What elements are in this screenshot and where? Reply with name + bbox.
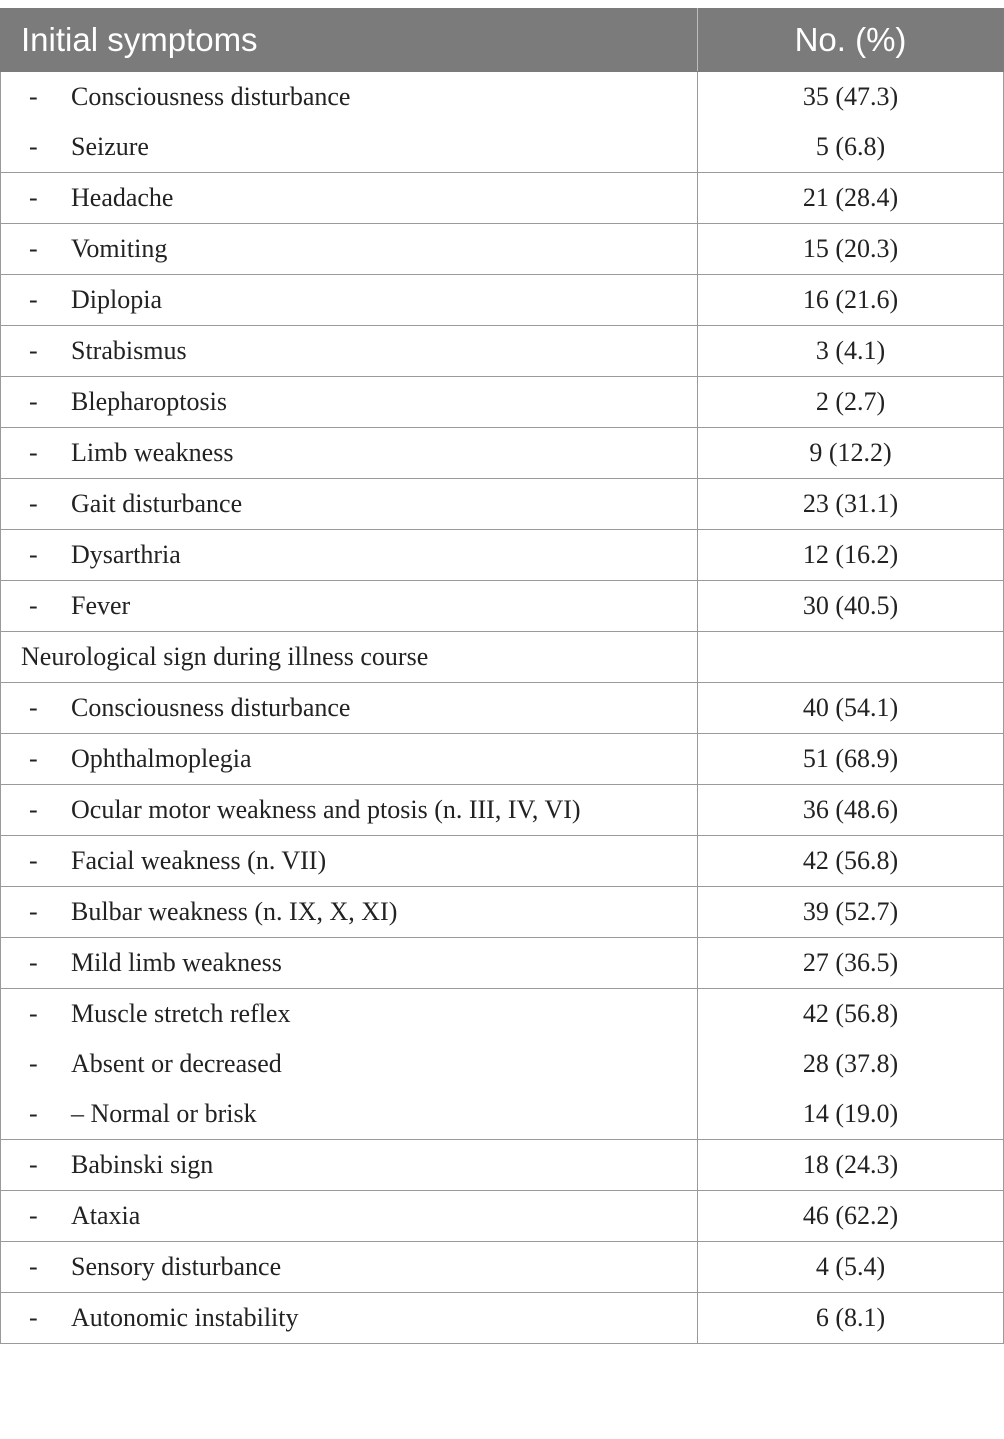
symptom-label: Ophthalmoplegia: [71, 744, 252, 773]
count-cell: [698, 887, 1004, 938]
symptom-line: [1, 683, 697, 733]
count-value: 4 (5.4): [815, 1252, 886, 1281]
count-value: 14 (19.0): [802, 1099, 899, 1128]
list-dash: -: [29, 438, 38, 467]
symptom-cell: [1, 683, 698, 734]
symptom-line: [1, 887, 697, 937]
table-row: [1, 1140, 1004, 1191]
table-row: [1, 1191, 1004, 1242]
symptom-line: [1, 734, 697, 784]
table-row: [1, 938, 1004, 989]
symptom-label: – Normal or brisk: [71, 1099, 257, 1128]
count-cell: [698, 530, 1004, 581]
symptom-label: Facial weakness (n. VII): [71, 846, 327, 875]
symptom-label: Ataxia: [71, 1201, 141, 1230]
symptom-cell: [1, 581, 698, 632]
symptom-cell: [1, 785, 698, 836]
count-cell: [698, 1242, 1004, 1293]
column-header-initial-symptoms: Initial symptoms: [1, 9, 698, 72]
count-value: 28 (37.8): [802, 1049, 899, 1078]
list-dash: -: [29, 1150, 38, 1179]
list-dash: -: [29, 336, 38, 365]
count-cell: [698, 989, 1004, 1140]
count-cell: [698, 734, 1004, 785]
count-cell: [698, 173, 1004, 224]
symptom-label: Gait disturbance: [71, 489, 243, 518]
count-value: 21 (28.4): [802, 183, 899, 212]
count-value: 18 (24.3): [802, 1150, 899, 1179]
symptom-label: Bulbar weakness (n. IX, X, XI): [71, 897, 398, 926]
list-dash: -: [29, 1252, 38, 1281]
symptom-label: Consciousness disturbance: [71, 693, 351, 722]
table-row: [1, 479, 1004, 530]
count-value: 46 (62.2): [802, 1201, 899, 1230]
symptom-line: [1, 1039, 697, 1089]
count-value: 23 (31.1): [802, 489, 899, 518]
symptom-label: Vomiting: [71, 234, 168, 263]
count-cell: [698, 224, 1004, 275]
list-dash: -: [29, 846, 38, 875]
table-row: [1, 683, 1004, 734]
symptoms-table: [0, 8, 1004, 1344]
symptom-line: [1, 1140, 697, 1190]
section-value-cell: [698, 632, 1004, 683]
table-row: [1, 785, 1004, 836]
symptom-label: Autonomic instability: [71, 1303, 299, 1332]
count-value: 42 (56.8): [802, 846, 899, 875]
count-cell: [698, 938, 1004, 989]
symptom-cell: [1, 1191, 698, 1242]
list-dash: -: [29, 489, 38, 518]
symptom-line: [1, 377, 697, 427]
count-value: 2 (2.7): [815, 387, 886, 416]
symptom-label: Mild limb weakness: [71, 948, 282, 977]
count-value: 3 (4.1): [815, 336, 886, 365]
symptom-line: [1, 1242, 697, 1292]
symptom-label: Sensory disturbance: [71, 1252, 282, 1281]
table-row: [1, 173, 1004, 224]
count-value: 6 (8.1): [815, 1303, 886, 1332]
symptom-cell: [1, 1293, 698, 1344]
count-cell: [698, 377, 1004, 428]
symptom-line: [1, 1293, 697, 1343]
list-dash: -: [29, 948, 38, 977]
count-value: 30 (40.5): [802, 591, 899, 620]
symptom-line: [1, 72, 697, 122]
list-dash: -: [29, 999, 38, 1028]
table-row: [1, 887, 1004, 938]
symptom-line: [1, 989, 697, 1039]
symptom-cell: [1, 173, 698, 224]
count-cell: [698, 683, 1004, 734]
symptom-line: [1, 173, 697, 223]
list-dash: -: [29, 744, 38, 773]
symptom-cell: [1, 836, 698, 887]
section-label-cell: [1, 632, 698, 683]
list-dash: -: [29, 183, 38, 212]
symptom-label: Strabismus: [71, 336, 187, 365]
symptom-line: [1, 1191, 697, 1241]
count-value: 15 (20.3): [802, 234, 899, 263]
symptom-cell: [1, 72, 698, 173]
symptom-line: [1, 1089, 697, 1139]
count-value: 51 (68.9): [802, 744, 899, 773]
list-dash: -: [29, 1201, 38, 1230]
table-row: [1, 377, 1004, 428]
count-value: 16 (21.6): [802, 285, 899, 314]
symptom-label: Dysarthria: [71, 540, 181, 569]
table-row: [1, 326, 1004, 377]
symptom-line: [1, 581, 697, 631]
symptom-line: [1, 785, 697, 835]
count-cell: [698, 581, 1004, 632]
count-cell: [698, 785, 1004, 836]
count-value: 42 (56.8): [802, 999, 899, 1028]
symptom-line: [1, 479, 697, 529]
symptom-label: Diplopia: [71, 285, 162, 314]
list-dash: -: [29, 387, 38, 416]
symptom-cell: [1, 1242, 698, 1293]
count-value: 36 (48.6): [802, 795, 899, 824]
list-dash: -: [29, 1303, 38, 1332]
count-cell: [698, 836, 1004, 887]
list-dash: -: [29, 1049, 38, 1078]
count-cell: [698, 428, 1004, 479]
list-dash: -: [29, 82, 38, 111]
count-value: 5 (6.8): [815, 132, 886, 161]
table-row: [1, 72, 1004, 173]
symptom-line: [1, 530, 697, 580]
symptom-line: [1, 428, 697, 478]
table-row: [1, 224, 1004, 275]
count-value: 39 (52.7): [802, 897, 899, 926]
list-dash: -: [29, 132, 38, 161]
list-dash: -: [29, 285, 38, 314]
count-cell: [698, 479, 1004, 530]
list-dash: -: [29, 1099, 38, 1128]
symptom-label: Limb weakness: [71, 438, 234, 467]
symptom-label: Fever: [71, 591, 131, 620]
list-dash: -: [29, 591, 38, 620]
count-value: 40 (54.1): [802, 693, 899, 722]
symptom-label: Absent or decreased: [71, 1049, 282, 1078]
symptom-label: Consciousness disturbance: [71, 82, 351, 111]
table-row: [1, 989, 1004, 1140]
count-cell: [698, 326, 1004, 377]
symptom-line: [1, 224, 697, 274]
table-row: [1, 428, 1004, 479]
count-value: 12 (16.2): [802, 540, 899, 569]
list-dash: -: [29, 693, 38, 722]
list-dash: -: [29, 540, 38, 569]
count-cell: [698, 72, 1004, 173]
table-row: [1, 530, 1004, 581]
symptom-label: Babinski sign: [71, 1150, 214, 1179]
symptom-line: [1, 275, 697, 325]
table-row: [1, 581, 1004, 632]
symptom-cell: [1, 275, 698, 326]
symptom-cell: [1, 734, 698, 785]
symptom-cell: [1, 887, 698, 938]
symptom-label: Seizure: [71, 132, 149, 161]
symptom-cell: [1, 938, 698, 989]
table-body: [1, 72, 1004, 1344]
count-cell: [698, 1191, 1004, 1242]
table-header-row: [1, 9, 1004, 72]
symptom-cell: [1, 479, 698, 530]
symptom-cell: [1, 989, 698, 1140]
list-dash: -: [29, 234, 38, 263]
symptom-cell: [1, 224, 698, 275]
list-dash: -: [29, 795, 38, 824]
symptom-label: Muscle stretch reflex: [71, 999, 291, 1028]
count-cell: [698, 1293, 1004, 1344]
count-value: 27 (36.5): [802, 948, 899, 977]
count-value: 35 (47.3): [802, 82, 899, 111]
table-row: [1, 1293, 1004, 1344]
count-cell: [698, 1140, 1004, 1191]
symptom-cell: [1, 530, 698, 581]
section-heading: Neurological sign during illness course: [21, 642, 429, 671]
count-cell: [698, 275, 1004, 326]
table-row: [1, 275, 1004, 326]
symptom-cell: [1, 377, 698, 428]
count-value: 9 (12.2): [809, 438, 892, 467]
symptom-line: [1, 122, 697, 172]
table-row: [1, 734, 1004, 785]
column-header-count-percent: No. (%): [698, 9, 1004, 72]
symptom-label: Blepharoptosis: [71, 387, 227, 416]
symptom-label: Headache: [71, 183, 174, 212]
symptom-line: [1, 326, 697, 376]
symptom-line: [1, 938, 697, 988]
table-row: [1, 1242, 1004, 1293]
symptom-cell: [1, 1140, 698, 1191]
symptom-cell: [1, 428, 698, 479]
symptom-line: [1, 836, 697, 886]
symptom-cell: [1, 326, 698, 377]
table-row: [1, 836, 1004, 887]
section-row: [1, 632, 1004, 683]
list-dash: -: [29, 897, 38, 926]
symptom-label: Ocular motor weakness and ptosis (n. III, IV, VI): [71, 795, 581, 824]
